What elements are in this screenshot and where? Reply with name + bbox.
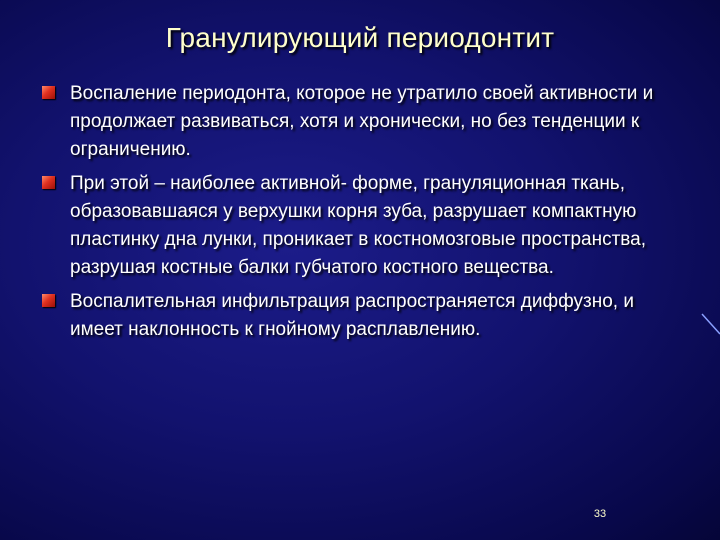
bullet-item	[42, 288, 682, 344]
red-square-bullet-icon	[42, 86, 55, 99]
page-number: 33	[593, 508, 607, 520]
bullet-text: Воспаление периодонта, которое не утратило своей активности и продолжает развиваться, хотя и хронически, но без тенденции к ограничению.	[70, 83, 654, 160]
bullet-item	[42, 170, 682, 282]
decorative-line	[700, 300, 720, 340]
red-square-bullet-icon	[42, 176, 55, 189]
bullet-text: Воспалительная инфильтрация распространяется диффузно, и имеет наклонность к гнойному расплавлению.	[70, 291, 634, 340]
slide-title: Гранулирующий периодонтит	[165, 22, 555, 53]
bullet-list	[42, 80, 682, 350]
bullet-text: При этой – наиболее активной- форме, грануляционная ткань, образовавшаяся у верхушки корня зуба, разрушает компактную пластинку дна лунки, проникает в костномозговые пространства, разрушая костные балки губчатого костного вещества.	[70, 173, 646, 278]
red-square-bullet-icon	[42, 294, 55, 307]
bullet-item	[42, 80, 682, 164]
